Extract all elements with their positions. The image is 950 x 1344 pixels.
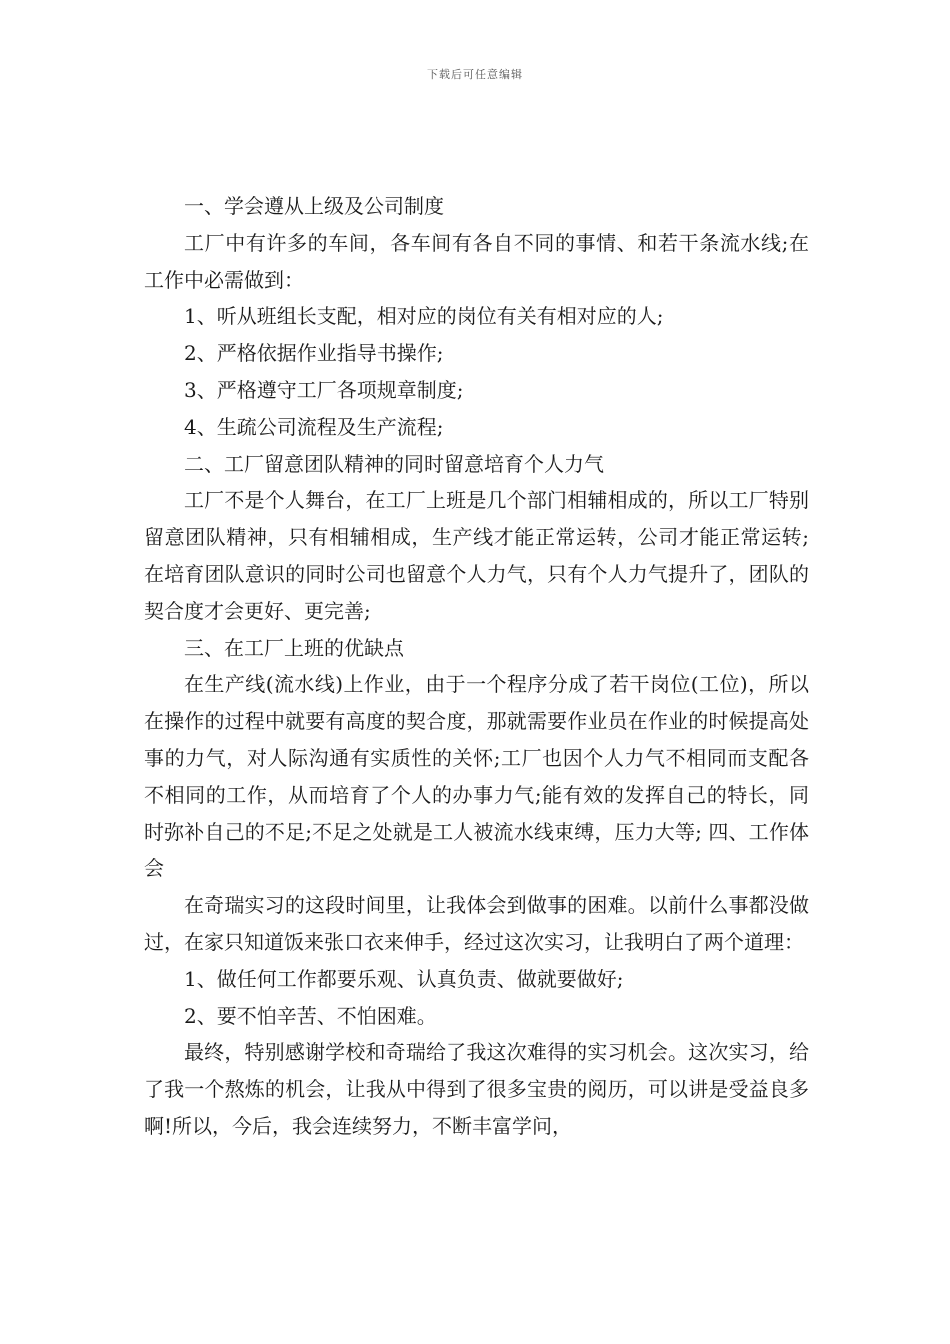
list-item: 2、严格依据作业指导书操作; <box>184 341 444 366</box>
list-item: 1、做任何工作都要乐观、认真负责、做就要做好; <box>184 966 624 991</box>
paragraph: 最终，特别感谢学校和奇瑞给了我这次难得的实习机会。这次实习，给了我一个熬炼的机会，让我从中得到了很多宝贵的阅历，可以讲是受益良多啊!所以，今后，我会连续努力，不断丰富学问， <box>144 1040 809 1138</box>
list-item: 1、听从班组长支配，相对应的岗位有关有相对应的人; <box>184 304 664 329</box>
paragraph: 工厂中有许多的车间，各车间有各自不同的事情、和若干条流水线;在工作中必需做到： <box>144 230 809 292</box>
section-heading-1: 一、学会遵从上级及公司制度 <box>184 194 444 218</box>
list-item: 2、要不怕辛苦、不怕困难。 <box>184 1003 437 1028</box>
paragraph: 在奇瑞实习的这段时间里，让我体会到做事的困难。以前什么事都没做过，在家只知道饭来张口衣来伸手，经过这次实习，让我明白了两个道理： <box>144 893 809 954</box>
section-heading-2: 二、工厂留意团队精神的同时留意培育个人力气 <box>184 451 604 476</box>
section-heading-3: 三、在工厂上班的优缺点 <box>184 635 404 660</box>
paragraph: 在生产线(流水线)上作业，由于一个程序分成了若干岗位(工位)，所以在操作的过程中就要有高度的契合度，那就需要作业员在作业的时候提高处事的力气，对人际沟通有实质性的关怀;工厂也因个人力气不相同而支配各不相同的工作，从而培育了个人的办事力气;能有效的发挥自己的特长，同时弥补自己的不足;不足之处就是工人被流水线束缚，压力大等; 四、工作体会 <box>144 672 809 881</box>
list-item: 4、生疏公司流程及生产流程; <box>184 414 444 439</box>
list-item: 3、严格遵守工厂各项规章制度; <box>184 377 464 402</box>
document-body <box>144 188 809 1145</box>
page-header: 下载后可任意编辑 <box>427 68 523 81</box>
paragraph: 工厂不是个人舞台，在工厂上班是几个部门相辅相成的，所以工厂特别留意团队精神，只有相辅相成，生产线才能正常运转，公司才能正常运转;在培育团队意识的同时公司也留意个人力气，只有个人力气提升了，团队的契合度才会更好、更完善; <box>144 488 809 623</box>
